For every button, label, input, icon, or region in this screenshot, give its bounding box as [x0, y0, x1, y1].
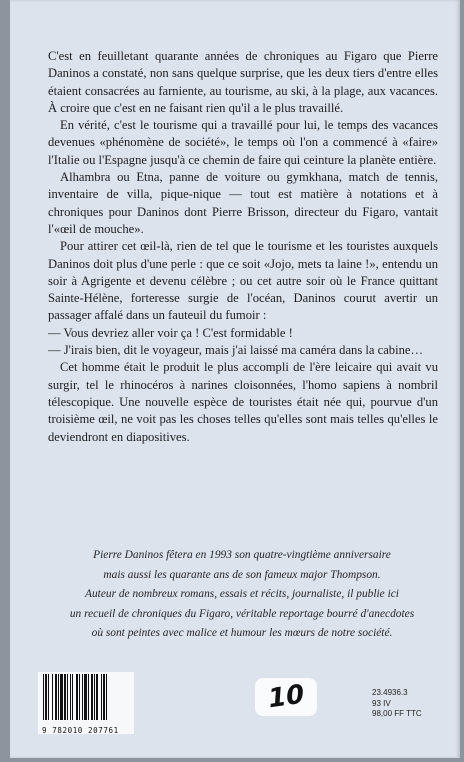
barcode-stripe	[60, 674, 63, 720]
bio-line-5: où sont peintes avec malice et humour les mœurs de notre société.	[91, 627, 393, 639]
barcode-stripe	[48, 674, 49, 720]
blurb-dialogue-1: — Vous devriez aller voir ça ! C'est formidable !	[48, 325, 293, 340]
bio-line-3: Auteur de nombreux romans, essais et récits, journaliste, il publie ici	[85, 588, 399, 600]
bio-line-2: mais aussi les quarante ans de son fameux major Thompson.	[103, 568, 381, 581]
barcode-stripe	[64, 674, 66, 720]
blurb-paragraph-2: En vérité, c'est le tourisme qui a travaillé pour lui, le temps des vacances devenues «phénomène de société», le temps où l'on a commencé à «faire» l'Italie ou l'Espagne jusqu'à ce chemin de faire qui ceinture la planète entière.	[48, 118, 438, 167]
barcode-stripe	[88, 674, 89, 720]
barcode-stripe	[96, 674, 98, 720]
blurb-paragraph-3: Alhambra ou Etna, panne de voiture ou gymkhana, match de tennis, inventaire de villa, pique-nique — tout est matière à notations et à chroniques pour Daninos dont Pierre Brisson, directeur du Figaro, vantait l'«œil de mouche».	[48, 170, 438, 236]
back-cover	[10, 0, 460, 758]
barcode-stripe	[82, 674, 83, 720]
blurb-paragraph-5: Cet homme était le produit le plus accompli de l'ère leicaire qui avait vu surgir, tel le rhinocéros à narines cloisonnées, l'homo sapiens à nombril télescopique. Une nouvelle espèce de touristes était née qui, pourvue d'un troisième œil, ne voit pas les choses telles qu'elles sont mais telles qu'elles le deviendront en diapositives.	[48, 360, 438, 444]
blurb-text	[48, 48, 438, 446]
barcode-bars	[42, 674, 130, 720]
barcode-number: 9 782010 207761	[42, 726, 119, 735]
barcode-stripe	[76, 674, 78, 720]
bio-line-4: un recueil de chroniques du Figaro, véritable reportage bourré d'anecdotes	[69, 607, 415, 620]
barcode-stripe	[79, 674, 80, 720]
barcode-stripe	[67, 674, 68, 720]
barcode-stripe	[52, 674, 53, 720]
blurb-dialogue-2: — J'irais bien, dit le voyageur, mais j'ai laissé ma caméra dans la cabine…	[48, 343, 424, 358]
price-sticker	[255, 678, 317, 716]
barcode-stripe	[94, 674, 95, 720]
blurb-paragraph-1: C'est en feuilletant quarante années de chroniques au Figaro que Pierre Daninos a constaté, non sans quelque surprise, que les deux tiers d'entre elles étaient consacrées au farniente, au tourisme, au ski, à la plage, aux vacances. À croire que c'est en ne faisant rien qu'il a le plus travaillé.	[48, 49, 438, 115]
bio-line-1: Pierre Daninos fêtera en 1993 son quatre-vingtième anniversaire	[93, 549, 391, 561]
barcode-stripe	[91, 674, 93, 720]
barcode-stripe	[45, 674, 47, 720]
isbn-barcode	[38, 672, 134, 734]
barcode-stripe	[101, 674, 102, 720]
catalog-code: 23.4936.3	[372, 688, 408, 697]
catalog-ref: 93 IV	[372, 698, 391, 708]
author-bio	[38, 546, 446, 644]
price-info	[372, 688, 434, 720]
barcode-stripe	[103, 674, 105, 720]
barcode-stripe	[84, 674, 87, 720]
barcode-stripe	[106, 674, 107, 720]
sticker-number: 10	[267, 679, 305, 715]
blurb-paragraph-4: Pour attirer cet œil-là, rien de tel que le tourisme et les touristes auxquels Daninos doit plus d'une perle : que ce soit «Jojo, mets ta laine !», entendu un soir à Agrigente et devenu célèbre ; ou cet autre soir où le France quittant Sainte-Hélène, forteresse surgie de l'océan, Daninos courut avertir un passager affalé dans un fauteuil du fumoir :	[48, 239, 438, 323]
barcode-stripe	[43, 674, 44, 720]
barcode-stripe	[72, 674, 73, 720]
barcode-stripe	[58, 674, 59, 720]
price-label: 98,00 FF TTC	[372, 709, 422, 718]
barcode-stripe	[55, 674, 57, 720]
barcode-stripe	[70, 674, 71, 720]
